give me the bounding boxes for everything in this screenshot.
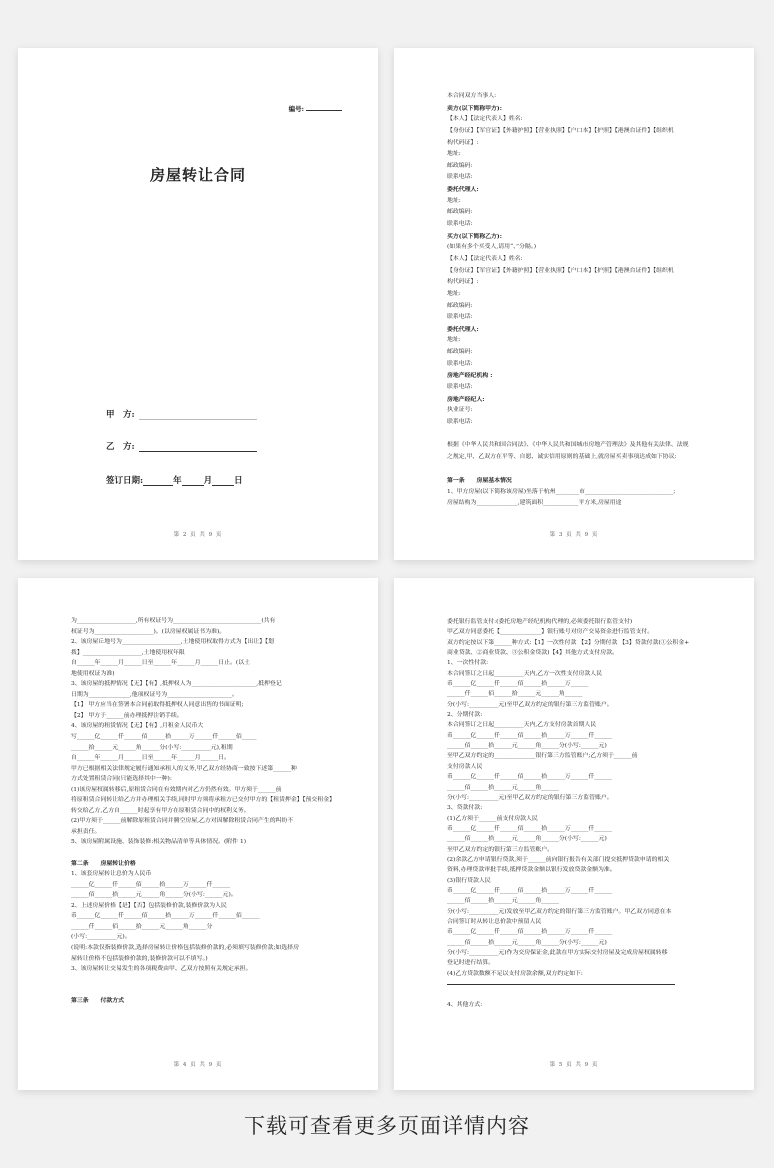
text-line: 邮政编码: <box>447 209 473 216</box>
blank-line <box>447 989 714 999</box>
text-line: 本合同签订之日起__________天内,乙方支付房款首期人民 <box>447 722 597 729</box>
text-line: 联系电话: <box>447 314 473 321</box>
contract-page-4 <box>18 578 378 1090</box>
page-body <box>447 617 714 1010</box>
text-line: (3)银行贷款人民 <box>447 877 491 884</box>
text-line: ______佰______拾______元______角______分(小写:______元) <box>447 836 607 843</box>
party-a-blank <box>139 410 257 420</box>
text-line: 【本人】【法定代表人】姓名: <box>447 255 523 262</box>
page-footer: 第 4 页 共 9 页 <box>173 1062 223 1068</box>
text-line: 登记时进行结算。 <box>447 960 495 967</box>
page-footer: 第 2 页 共 9 页 <box>173 532 223 538</box>
text-line: 拨】____________________,土地使用权年限 <box>71 649 185 656</box>
text-line: 【身份证】【军官证】【外籍护照】【营业执照】【户口本】【护照】【港澳台证件】【组织机 <box>447 127 674 134</box>
text-line: 分(小写:__________元)作为交房保证金,此款在甲方实际交付房屋及完成房屋权属转移 <box>447 950 668 956</box>
year-label: 年 <box>173 476 182 486</box>
text-line: 为____________________,所有权证号为______________________________(共有 <box>71 618 276 624</box>
section-heading: 卖方(以下简称甲方): <box>447 104 502 112</box>
text-line: 合同签订时从转让总价款中预留人民 <box>447 918 542 925</box>
blank-line <box>447 429 714 441</box>
text-line: ______佰______拾______元______角______分(小写:______元) <box>447 743 607 750</box>
text-line: 【身份证】【军官证】【外籍护照】【营业执照】【户口本】【护照】【港澳台证件】【组织机 <box>447 267 674 274</box>
text-line: 币______亿______仟______佰______拾______万______仟______佰______ <box>71 913 260 920</box>
text-line: 币______亿______仟______佰______拾______万______仟______ <box>447 929 612 936</box>
text-line: 币______亿______仟______佰______拾______万______ <box>447 681 589 688</box>
section-heading: 委托代理人: <box>447 325 479 333</box>
text-line: 屋转让价格不包括装修价款的,装修价款可以不填写。) <box>71 955 208 962</box>
contract-title: 房屋转让合同 <box>149 166 246 184</box>
text-line: 地址: <box>447 151 461 158</box>
text-line: ______佰______拾______元______角______ <box>447 898 559 905</box>
party-a-label: 甲 方: <box>106 410 135 420</box>
blank-line <box>71 975 338 986</box>
document-number-blank <box>306 110 342 111</box>
page-body <box>447 91 714 510</box>
text-line: ______拾______元______角______分(小写:__________元),租期 <box>71 744 233 751</box>
page-footer: 第 3 页 共 9 页 <box>549 532 599 538</box>
page-footer: 第 5 页 共 9 页 <box>549 1062 599 1068</box>
text-line: 币______亿______仟______佰______拾______万______仟______ <box>447 774 612 781</box>
text-line: 转交给乙方,乙方自______时起享有甲方在原租赁合同中的权利义务。 <box>71 807 250 814</box>
section-heading: 委托代理人: <box>447 186 479 194</box>
blank-line <box>71 848 338 859</box>
text-line: 构代码证】: <box>447 279 479 286</box>
text-line: 根据《中华人民共和国合同法》、《中华人民共和国城市房地产管理法》及其他有关法律、法规 <box>447 442 689 449</box>
section-heading: 第一条 房屋基本情况 <box>447 477 512 485</box>
text-line: ______佰______拾______元______角______分(小写:______元) <box>447 939 607 946</box>
text-line: 币______亿______仟______佰______拾______万______仟______ <box>447 825 612 832</box>
text-line: (2)余款乙方申请银行贷款,须于______前向银行报告有关部门提交抵押贷款申请的相关 <box>447 856 670 863</box>
text-line: 联系电话: <box>447 384 473 391</box>
text-line: 1、一次性付款: <box>447 660 489 667</box>
text-line: 1、甲方房屋(以下简称该房屋)坐落于杭州________市______________________________; <box>447 488 676 495</box>
text-line: ______亿______仟______佰______拾______万______仟______ <box>71 881 231 888</box>
document-number-field <box>289 104 342 113</box>
text-line: 3、贷款付款: <box>447 805 483 812</box>
contract-cover-page <box>18 48 378 560</box>
text-line: ______仟______佰______拾______元______角______ <box>447 691 583 698</box>
text-line: 双方约定按以下第______种方式:【1】一次性付款 【2】分期付款 【3】贷款付款(①公积金+ <box>447 639 690 646</box>
text-line: 【1】 甲方应当在签署本合同前取得抵押权人同意出售的书面证明; <box>71 702 244 709</box>
text-line: 地址: <box>447 290 461 297</box>
text-line: 权证号为____________________)。(以房屋权属证书为准)。 <box>71 628 226 635</box>
section-heading: 第三条 付款方式 <box>71 996 125 1004</box>
contract-page-3 <box>394 48 754 560</box>
text-line: 5、该房屋附属设施、装饰装修:相关物品清单等具体情况。(附件 1) <box>71 839 246 846</box>
text-line: 联系电话: <box>447 360 473 367</box>
text-line: 本合同签订之日起__________天内,乙方一次性支付房款人民 <box>447 670 603 677</box>
text-line: 本合同双方当事人: <box>447 93 497 99</box>
text-line: ______佰______拾______元______角______ <box>447 784 559 791</box>
month-blank <box>182 476 204 486</box>
page-body <box>71 616 338 1006</box>
text-line: (1)乙方须于______前支付房款人民 <box>447 815 538 822</box>
party-a-field <box>106 408 257 420</box>
section-heading: 房地产经纪人: <box>447 395 485 403</box>
text-line: 甲方已根据相关法律规定履行通知承租人的义务,甲乙双方经协商一致按下述第______种 <box>71 765 297 772</box>
text-line: ______佰______拾______元______角______分(小写:______元)。 <box>71 892 237 899</box>
party-b-label: 乙 方: <box>106 442 135 452</box>
party-b-blank <box>139 442 257 452</box>
text-line: 币______亿______仟______佰______拾______万______仟______ <box>447 732 612 739</box>
text-line: 1、该套房屋转让总价为人民币 <box>71 871 152 878</box>
text-line: 2、上述房屋价格【是】【否】包括装修价款,装修价款为人民 <box>71 902 227 909</box>
text-line: (小写:__________元)。 <box>71 934 131 941</box>
contract-page-5 <box>394 578 754 1090</box>
text-line: 将原租赁合同转让给乙方并办理相关手续,同时甲方须将承租方已交付甲方的【租赁押金】【预交租金】 <box>71 797 335 804</box>
year-blank <box>143 476 173 486</box>
text-line: 币______亿______仟______佰______拾______万______仟______ <box>447 887 612 894</box>
text-line: 方式处置租赁合同(只能选择其中一种): <box>71 776 172 783</box>
text-line: 甲乙双方同意委托【______________】银行账号对房产交易资金进行监管支付。 <box>447 629 654 636</box>
text-line: 委托银行监管支付:(委托房地产经纪机构代理的,必须委托银行监管支付) <box>447 619 633 625</box>
day-label: 日 <box>234 476 243 486</box>
month-label: 月 <box>203 476 213 486</box>
text-line: 自______年______月______日至______年______月______日。 <box>71 755 231 762</box>
text-line: 【2】 甲方于______前办理抵押注销手续。 <box>71 712 183 719</box>
blank-line <box>71 985 338 996</box>
text-line: 至甲乙双方约定的银行第三方监管账户。 <box>447 846 554 853</box>
day-blank <box>212 476 234 486</box>
text-line: 邮政编码: <box>447 302 473 309</box>
text-line: 承担责任。 <box>71 828 101 835</box>
text-line: 联系电话: <box>447 221 473 228</box>
text-line: 商业贷款、②商业贷款、③公积金贷款)【4】其他方式支付房款。 <box>447 650 618 657</box>
text-line: 地址: <box>447 337 461 344</box>
text-line: (2)甲方须于______前解除原租赁合同并腾空房屋,乙方对因解除租赁合同产生的纠纷不 <box>71 818 294 825</box>
section-heading: 买方(以下简称乙方): <box>447 232 502 240</box>
text-line: 之规定,甲、乙双方在平等、自愿、诚实信用原则的基础上,就房屋买卖事项达成如下协议: <box>447 453 677 460</box>
text-line: 自______年______月______日至______年______月______日止。(以土 <box>71 660 251 667</box>
text-line: 分(小写:__________元)至甲乙双方约定的银行第三方监管账户。 <box>447 794 613 801</box>
section-heading: 房地产经纪机构 : <box>447 372 493 380</box>
text-line: 地址: <box>447 197 461 204</box>
download-caption: 下载可查看更多页面详情内容 <box>244 1114 530 1138</box>
text-line: (说明:本款仅指装修价款,选择房屋转让价格包括装修价款的,必须填写装修价款;如选择房 <box>71 944 299 951</box>
document-number-label: 编号: <box>288 105 304 113</box>
text-line: 支付房款人民 <box>447 763 483 770</box>
text-line: 邮政编码: <box>447 349 473 356</box>
party-b-field <box>106 440 257 452</box>
text-line: 地使用权证为准) <box>71 670 115 677</box>
text-line: 房屋结构为______________,建筑面积____________平方米,房屋用途 <box>447 500 622 507</box>
text-line: 【本人】【法定代表人】姓名: <box>447 116 523 123</box>
text-line: 执业证号: <box>447 407 473 414</box>
signature-line <box>447 979 714 989</box>
section-heading: 第二条 房屋转让价格 <box>71 859 136 867</box>
text-line: (4)乙方贷款数额不足以支付房款余额,双方约定如下: <box>447 970 583 977</box>
text-line: 联系电话: <box>447 174 473 181</box>
text-line: 2、该房屋丘地号为____________________,土地使用权取得方式为【出让】【划 <box>71 639 274 646</box>
text-line: 4、其他方式: <box>447 1001 483 1008</box>
sign-date-label: 签订日期: <box>106 476 144 486</box>
text-line: 4、该房屋的租赁情况【无】【有】,月租金人民币大 <box>71 723 204 730</box>
text-line: 构代码证】: <box>447 139 479 146</box>
text-line: 资料,办理贷款审批手续,抵押贷款金额以银行发放贷款金额为准。 <box>447 867 616 874</box>
text-line: (如果有多个买受人,请用“、”分隔。) <box>447 244 537 251</box>
text-line: ______仟______佰______拾______元______角______分 <box>71 923 213 930</box>
text-line: 分(小写:__________元)发放至甲乙双方约定的银行第三方监管账户。甲乙双方同意在本 <box>447 908 672 915</box>
text-line: 联系电话: <box>447 418 473 425</box>
text-line: 3、该房屋转让交易发生的各项税费由甲、乙双方按照有关规定承担。 <box>71 966 252 973</box>
text-line: 分(小写:__________元)至甲乙双方约定的银行第三方监管账户。 <box>447 701 613 708</box>
text-line: 写______亿______仟______佰______拾______万______仟______佰_____ <box>71 734 257 741</box>
sign-date-field <box>106 474 243 486</box>
blank-line <box>447 464 714 476</box>
text-line: 3、该房屋的抵押情况【无】【有】,抵押权人为______________________,抵押登记 <box>71 681 282 688</box>
text-line: 日期为______________,他项权证号为______________________。 <box>71 691 238 698</box>
text-line: 邮政编码: <box>447 162 473 169</box>
text-line: 至甲乙双方约定的______________银行第三方监管账户;乙方须于______前 <box>447 753 638 760</box>
text-line: (1)该房屋权属转移后,原租赁合同在有效期内对乙方仍然有效。甲方须于______前 <box>71 786 282 793</box>
text-line: 2、分期付款: <box>447 712 483 719</box>
